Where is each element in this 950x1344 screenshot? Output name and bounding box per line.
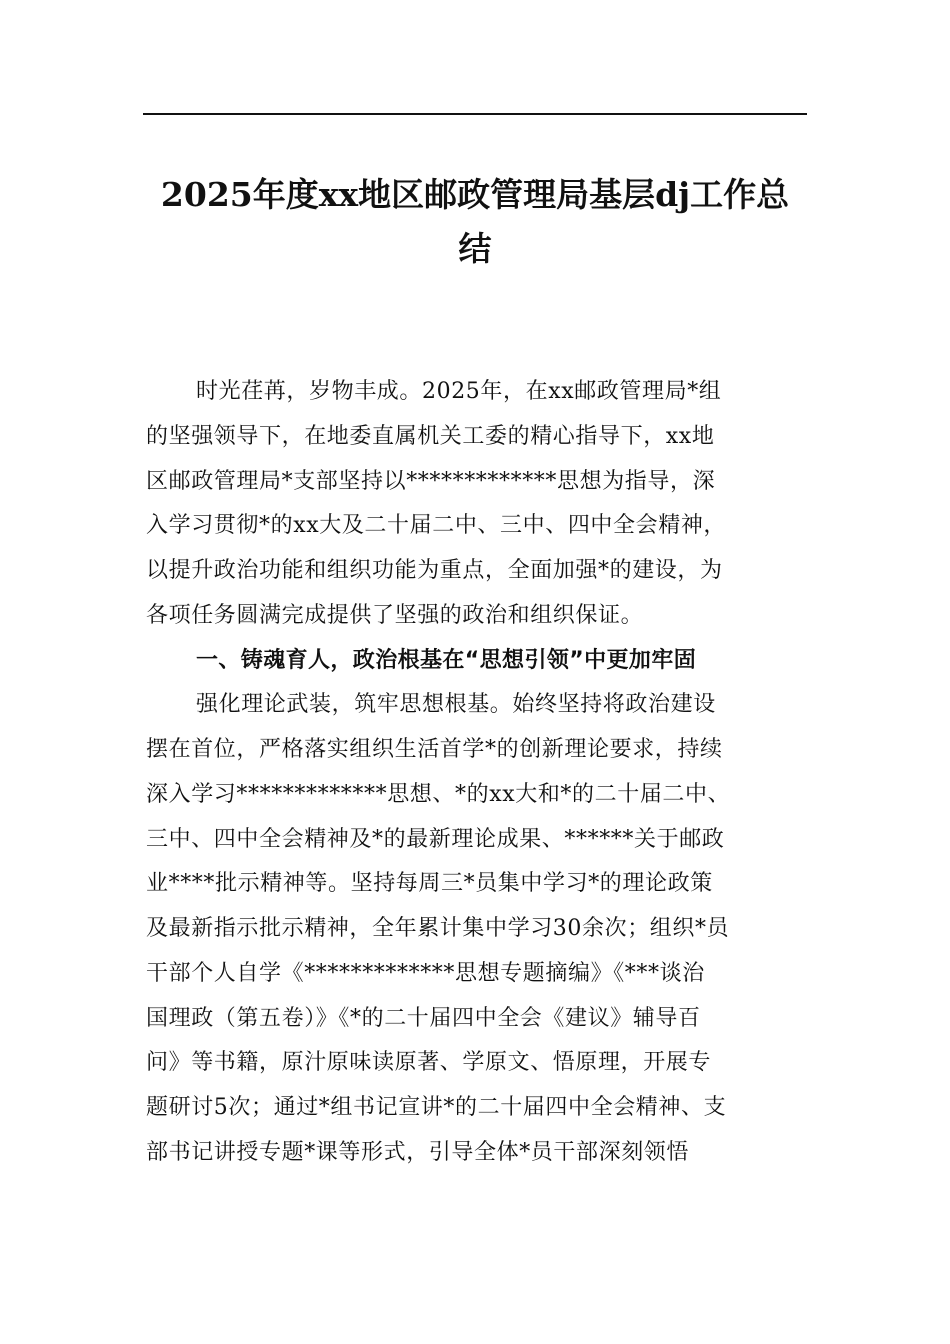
text-line: 以提升政治功能和组织功能为重点，全面加强*的建设，为 (146, 558, 723, 583)
text-line: 问》等书籍，原汁原味读原著、学原文、悟原理，开展专 (146, 1050, 712, 1076)
text-line: 的坚强领导下，在地委直属机关工委的精心指导下，xx地 (146, 423, 715, 449)
text-line: 干部个人自学《*************思想专题摘编》《***谈治 (146, 960, 705, 986)
document-body (146, 370, 806, 1176)
text-line: 时光荏苒，岁物丰成。2025年，在xx邮政管理局*组 (196, 379, 722, 404)
text-line: 业****批示精神等。坚持每周三*员集中学习*的理论政策 (146, 871, 713, 897)
text-line: 题研讨5次；通过*组书记宣讲*的二十届四中全会精神、支 (146, 1095, 727, 1120)
header-rule (143, 113, 807, 115)
text-line: 及最新指示批示精神，全年累计集中学习30余次；组织*员 (146, 916, 730, 941)
text-line: 部书记讲授专题*课等形式，引导全体*员干部深刻领悟 (146, 1139, 690, 1165)
text-line: 国理政（第五卷）》《*的二十届四中全会《建议》辅导百 (146, 1005, 701, 1031)
title-line-2: 结 (458, 229, 492, 268)
text-line: 区邮政管理局*支部坚持以*************思想为指导，深 (146, 468, 716, 494)
section-heading: 一、铸魂育人，政治根基在“思想引领”中更加牢固 (196, 647, 697, 673)
text-line: 三中、四中全会精神及*的最新理论成果、******关于邮政 (146, 826, 725, 852)
text-line: 深入学习*************思想、*的xx大和*的二十届二中、 (146, 781, 731, 807)
document-title (143, 168, 807, 276)
text-line: 强化理论武装，筑牢思想根基。始终坚持将政治建设 (196, 692, 716, 718)
section-paragraph (146, 683, 806, 1175)
title-line-1: 2025年度xx地区邮政管理局基层dj工作总 (160, 175, 790, 214)
text-line: 各项任务圆满完成提供了坚强的政治和组织保证。 (146, 602, 644, 628)
text-line: 入学习贯彻*的xx大及二十届二中、三中、四中全会精神， (146, 513, 727, 539)
intro-paragraph (146, 370, 806, 639)
text-line: 摆在首位，严格落实组织生活首学*的创新理论要求，持续 (146, 737, 723, 762)
